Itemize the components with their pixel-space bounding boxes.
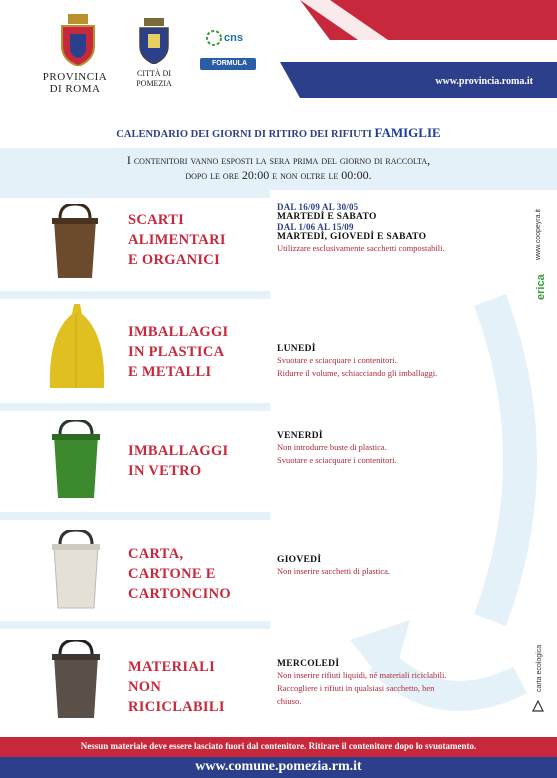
- category-name-glass: [128, 441, 229, 481]
- plastic-bag-icon: [46, 304, 108, 392]
- cns-logo-icon: [206, 30, 222, 46]
- date-range-2: DAL 1/06 AL 15/09: [277, 222, 354, 232]
- category-line: E METALLI: [128, 364, 212, 380]
- collection-days-1: MARTEDÌ E SABATO: [277, 212, 377, 222]
- side-brand: erica: [535, 274, 547, 300]
- footer-website[interactable]: www.comune.pomezia.rm.it: [195, 759, 362, 774]
- category-line: E ORGANICI: [128, 252, 221, 268]
- category-name-residual: [128, 657, 225, 717]
- separator: [0, 621, 270, 629]
- eco-triangle-icon: [532, 700, 544, 712]
- collection-days: GIOVEDÌ: [277, 555, 322, 565]
- category-name-plastic: [128, 322, 229, 382]
- province-name: [30, 71, 120, 95]
- schedule-organic: [277, 202, 527, 255]
- note: Utilizzare esclusivamente sacchetti compostabili.: [277, 243, 445, 253]
- province-line1: PROVINCIA: [42, 71, 108, 83]
- category-line: NON: [128, 679, 162, 695]
- category-line: RICICLABILI: [128, 699, 225, 715]
- collection-days: VENERDÌ: [277, 431, 323, 441]
- note: Svuotare e sciacquare i contenitori.: [277, 455, 397, 465]
- residual-bin-icon: [50, 640, 102, 720]
- cns-logo-text: cns: [224, 32, 243, 44]
- pomezia-crest-icon: [138, 18, 170, 64]
- formula-logo-text: FORMULA: [212, 60, 247, 67]
- note: Svuotare e sciacquare i contenitori.: [277, 355, 397, 365]
- note: Ridurre il volume, schiacciando gli imballaggi.: [277, 368, 438, 378]
- schedule-glass: [277, 431, 527, 467]
- collection-days: LUNEDÌ: [277, 344, 316, 354]
- province-line2: DI ROMA: [49, 83, 101, 95]
- category-line: CARTONCINO: [128, 586, 231, 602]
- collection-days-2: MARTEDÌ, GIOVEDÌ E SABATO: [277, 232, 427, 242]
- category-line: IN PLASTICA: [128, 344, 225, 360]
- glass-bin-icon: [50, 420, 102, 500]
- note: Raccogliere i rifiuti in qualsiasi sacchetto, ben: [277, 683, 435, 693]
- side-eco-label: carta ecologica: [536, 644, 543, 692]
- city-line1: CITTÀ DI: [137, 69, 171, 78]
- date-range-1: DAL 16/09 AL 30/05: [277, 202, 359, 212]
- separator: [0, 291, 270, 299]
- paper-bin-icon: [50, 530, 102, 610]
- exposure-notice: [0, 153, 557, 183]
- note: Non introdurre buste di plastica.: [277, 442, 387, 452]
- collection-days: MERCOLEDÌ: [277, 659, 340, 669]
- category-name-paper: [128, 544, 231, 604]
- organic-bin-icon: [50, 204, 100, 280]
- category-line: IMBALLAGGI: [128, 443, 229, 459]
- title-prefix: CALENDARIO DEI GIORNI DI RITIRO DEI RIFIUTI: [116, 129, 375, 140]
- notice-line2: dopo le ore 20:00 e non oltre le 00:00.: [185, 168, 372, 182]
- note: Non inserire rifiuti liquidi, né materiali riciclabili.: [277, 670, 447, 680]
- separator: [0, 403, 270, 411]
- category-name-organic: [128, 210, 226, 270]
- separator: [0, 512, 270, 520]
- schedule-residual: [277, 659, 513, 708]
- category-line: ALIMENTARI: [128, 232, 226, 248]
- category-line: CARTA,: [128, 546, 184, 562]
- category-line: SCARTI: [128, 212, 185, 228]
- provincia-roma-crest-icon: [60, 14, 96, 66]
- category-line: CARTONE E: [128, 566, 216, 582]
- note: Non inserire sacchetti di plastica.: [277, 566, 391, 576]
- city-line2: POMEZIA: [136, 79, 172, 88]
- page-title: [0, 125, 557, 141]
- side-website: www.coopeyra.it: [535, 209, 542, 260]
- note: chiuso.: [277, 696, 302, 706]
- notice-line1: I contenitori vanno esposti la sera prima del giorno di raccolta,: [126, 153, 431, 167]
- schedule-plastic: [277, 344, 527, 380]
- schedule-paper: [277, 555, 527, 578]
- title-highlight: FAMIGLIE: [374, 125, 441, 140]
- category-line: MATERIALI: [128, 659, 216, 675]
- bottom-warning: Nessun materiale deve essere lasciato fuori dal contenitore. Ritirare il contenitore dopo lo svuotamento.: [80, 741, 477, 751]
- website-top[interactable]: www.provincia.roma.it: [435, 76, 533, 87]
- category-line: IN VETRO: [128, 463, 202, 479]
- category-line: IMBALLAGGI: [128, 324, 229, 340]
- separator: [0, 190, 270, 198]
- city-name: [122, 69, 186, 89]
